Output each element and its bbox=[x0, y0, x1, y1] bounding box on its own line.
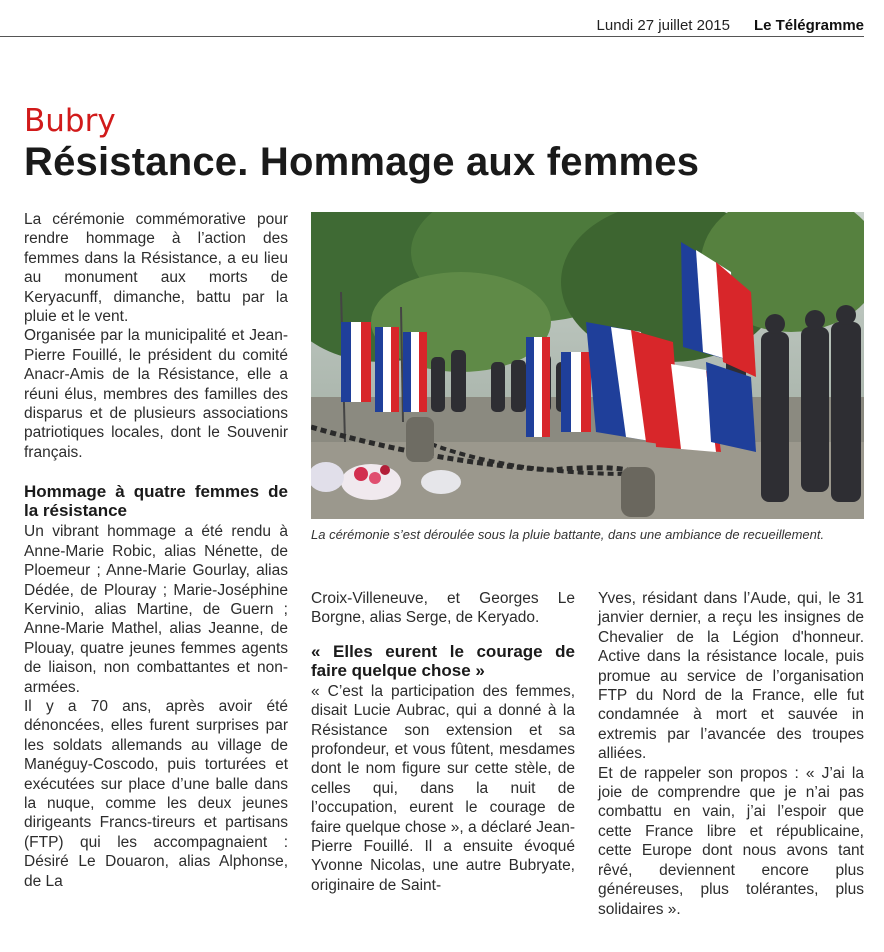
page-header bbox=[0, 12, 864, 37]
issue-date: Lundi 27 juillet 2015 bbox=[596, 17, 730, 34]
ceremony-photo-illustration bbox=[311, 212, 864, 519]
subhead-hommage: Hommage à quatre femmes de la résistance bbox=[24, 482, 288, 521]
intro-paragraph-2: Organisée par la municipalité et Jean-Pierre Fouillé, le président du comité Anacr-Amis de la Résistance, elle a réuni élus, membres des familles des disparus et de plusieurs associations patriotiques locales, dont le Souvenir français. bbox=[24, 327, 288, 461]
photo-caption: La cérémonie s’est déroulée sous la pluie battante, dans une ambiance de recueillement. bbox=[311, 527, 825, 542]
section2-paragraph-1: « C’est la participation des femmes, disait Lucie Aubrac, qui a donné à la Résistance son extension et sa profondeur, et vous fûtent, mesdames dont le nom figure sur cette stèle, de celles qui, dans la nuit de l’occupation, eurent le courage de faire quelque chose », a déclaré Jean-Pierre Fouillé. Il a ensuite évoqué Yvonne Nicolas, une autre Bubryate, originaire de Saint- bbox=[311, 682, 575, 894]
intro-paragraph-1: La cérémonie commémorative pour rendre hommage à l’action des femmes dans la Résistance, a eu lieu au monument aux morts de Keryacunff, dimanche, battu par la pluie et le vent. bbox=[24, 211, 288, 326]
column3-paragraph-2: Et de rappeler son propos : « J’ai la joie de comprendre que je n’ai pas combattu en vain, j’ai l’espoir que cette France libre et républicaine, cette Europe dont nous avons tant rêvé, deviennent encore plus généreuses, plus tolérantes, plus solidaires ». bbox=[598, 764, 864, 918]
column-1 bbox=[24, 210, 288, 891]
newspaper-name: Le Télégramme bbox=[753, 17, 864, 34]
column2-continuation: Croix-Villeneuve, et Georges Le Borgne, alias Serge, de Keryado. bbox=[311, 590, 575, 627]
subhead-courage: « Elles eurent le courage de faire quelque chose » bbox=[311, 641, 575, 680]
column-3 bbox=[598, 589, 864, 919]
column3-paragraph-1: Yves, résidant dans l’Aude, qui, le 31 janvier dernier, a reçu les insignes de Chevalier de la Légion d'honneur. Active dans la résistance locale, puis promue au service de l’organisation FTP du Nord de la France, elle fut condamnée à mort et sauvée in extremis par l’avancée des troupes alliées. bbox=[598, 590, 864, 763]
column-2 bbox=[311, 589, 575, 895]
ceremony-photo bbox=[311, 212, 864, 519]
section1-paragraph-2: Il y a 70 ans, après avoir été dénoncées, elles furent surprises par les soldats allemands au village de Manéguy-Coscodo, puis torturées et exécutées sur place d’une balle dans la nuque, comme les deux jeunes dirigeants Francs-tireurs et partisans (FTP) qui les accompagnaient : Désiré Le Douaron, alias Alphonse, de La bbox=[24, 697, 288, 890]
section1-paragraph-1: Un vibrant hommage a été rendu à Anne-Marie Robic, alias Nénette, de Ploemeur ; Anne-Marie Gourlay, alias Dédée, de Plouray ; Marie-Joséphine Kervinio, alias Martine, de Guern ; Anne-Marie Mathel, alias Jeanne, de Plouay, quatre jeunes femmes agents de liaison, non combattantes et non-armées. bbox=[24, 523, 288, 696]
article-kicker: Bubry bbox=[24, 103, 116, 139]
article-headline: Résistance. Hommage aux femmes bbox=[24, 140, 700, 184]
